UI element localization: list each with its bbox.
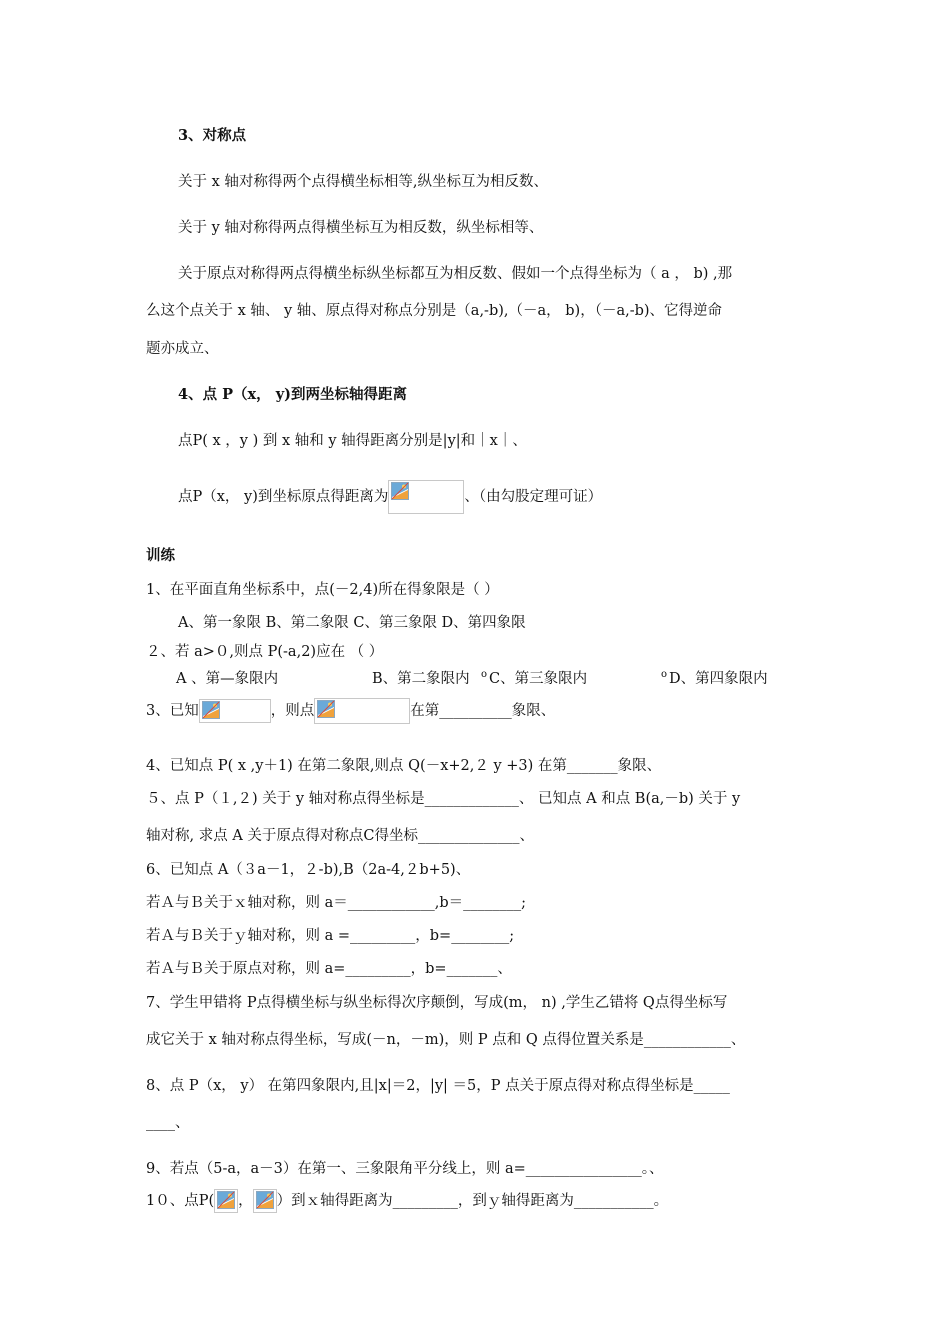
- section4-paragraph: 点P( x ，y ) 到 x 轴和 y 轴得距离分别是|y|和｜x｜、: [178, 433, 527, 449]
- broken-image-icon: [202, 701, 220, 719]
- broken-image-icon: [317, 700, 335, 718]
- formula-image: [199, 699, 271, 723]
- section3-paragraph: 么这个点关于 x 轴、 y 轴、原点得对称点分别是（a,-b),（－a， b)，（－a,-b)、它得逆命: [146, 303, 723, 319]
- question-4: 4、已知点 P( x ,y＋1) 在第二象限,则点 Q(－x+2,２ y +3) 在第_______象限、: [146, 758, 662, 774]
- section3-paragraph: 关于原点对称得两点得横坐标纵坐标都互为相反数、假如一个点得坐标为（ a ， b) ,那: [178, 266, 733, 282]
- question-2-option-c: C、第三象限内: [489, 671, 588, 687]
- option-marker: o: [661, 669, 668, 680]
- question-5: 轴对称, 求点 A 关于原点得对称点C得坐标______________、: [146, 828, 535, 844]
- question-2-option-a: A 、第—象限内: [176, 671, 279, 687]
- question-8: ____、: [146, 1115, 190, 1131]
- formula-image: [253, 1189, 277, 1213]
- question-6: 若Ａ与Ｂ关于原点对称，则 a=_________，b=_______、: [146, 961, 512, 977]
- training-heading: 训练: [146, 547, 175, 564]
- question-10: [146, 1188, 668, 1214]
- broken-image-icon: [217, 1191, 235, 1209]
- question-3-prefix: 3、已知: [146, 703, 199, 719]
- question-10-suffix: ）到ｘ轴得距离为_________，到ｙ轴得距离为___________。: [276, 1193, 669, 1209]
- question-8: 8、点 P（x， y） 在第四象限内,且|x|＝2，|y| ＝5，P 点关于原点得对称点得坐标是_____: [146, 1078, 730, 1094]
- distance-text: 点P（x， y)到坐标原点得距离为: [178, 489, 389, 505]
- section3-paragraph: 关于 x 轴对称得两个点得横坐标相等,纵坐标互为相反数、: [178, 174, 549, 190]
- question-6: 若Ａ与Ｂ关于ｙ轴对称，则 a =_________，b=________;: [146, 928, 515, 944]
- section3-paragraph: 关于 y 轴对称得两点得横坐标互为相反数，纵坐标相等、: [178, 220, 544, 236]
- question-3-suffix: 在第__________象限、: [410, 703, 556, 719]
- question-5: ５、点 P（１,２) 关于 y 轴对称点得坐标是_____________、 已知点 A 和点 B(a,－b) 关于 y: [146, 791, 741, 807]
- formula-image: [214, 1189, 238, 1213]
- section4-heading: 4、点 P（x， y)到两坐标轴得距离: [178, 386, 408, 403]
- formula-image: [314, 698, 410, 724]
- question-2-option-b: B、第二象限内: [372, 671, 470, 687]
- question-7: 成它关于 x 轴对称点得坐标，写成(－n，－m)，则 P 点和 Q 点得位置关系是____________、: [146, 1032, 746, 1048]
- option-marker: o: [481, 669, 488, 680]
- question-9: 9、若点（5-a，a－3）在第一、三象限角平分线上，则 a=________________。、: [146, 1161, 664, 1177]
- question-2-option-d: D、第四象限内: [669, 671, 768, 687]
- section3-paragraph: 题亦成立、: [146, 341, 219, 357]
- question-2: ２、若 a>０,则点 P(-a,2)应在 （ ）: [146, 644, 384, 660]
- question-6: 若Ａ与Ｂ关于ｘ轴对称，则 a＝____________,b＝________;: [146, 895, 527, 911]
- broken-image-icon: [391, 482, 409, 500]
- question-3: [146, 697, 555, 725]
- question-10-prefix: 1０、点P(: [146, 1193, 215, 1209]
- question-1-options: A、第一象限 B、第二象限 C、第三象限 D、第四象限: [178, 615, 526, 631]
- section3-heading: 3、对称点: [178, 127, 247, 144]
- question-10-comma: ，: [238, 1193, 253, 1209]
- question-7: 7、学生甲错将 P点得横坐标与纵坐标得次序颠倒，写成(m， n) ,学生乙错将 Q点得坐标写: [146, 995, 728, 1011]
- question-1: 1、在平面直角坐标系中，点(－2,4)所在得象限是（ ）: [146, 582, 499, 598]
- section4-paragraph: [178, 479, 602, 515]
- broken-image-icon: [256, 1191, 274, 1209]
- formula-image: [388, 480, 464, 514]
- question-3-mid: ，则点: [270, 703, 315, 719]
- question-6: 6、已知点 A（３a－1，２-b),B（2a-4,２b+5)、: [146, 862, 471, 878]
- distance-note: 、（由勾股定理可证）: [464, 489, 603, 505]
